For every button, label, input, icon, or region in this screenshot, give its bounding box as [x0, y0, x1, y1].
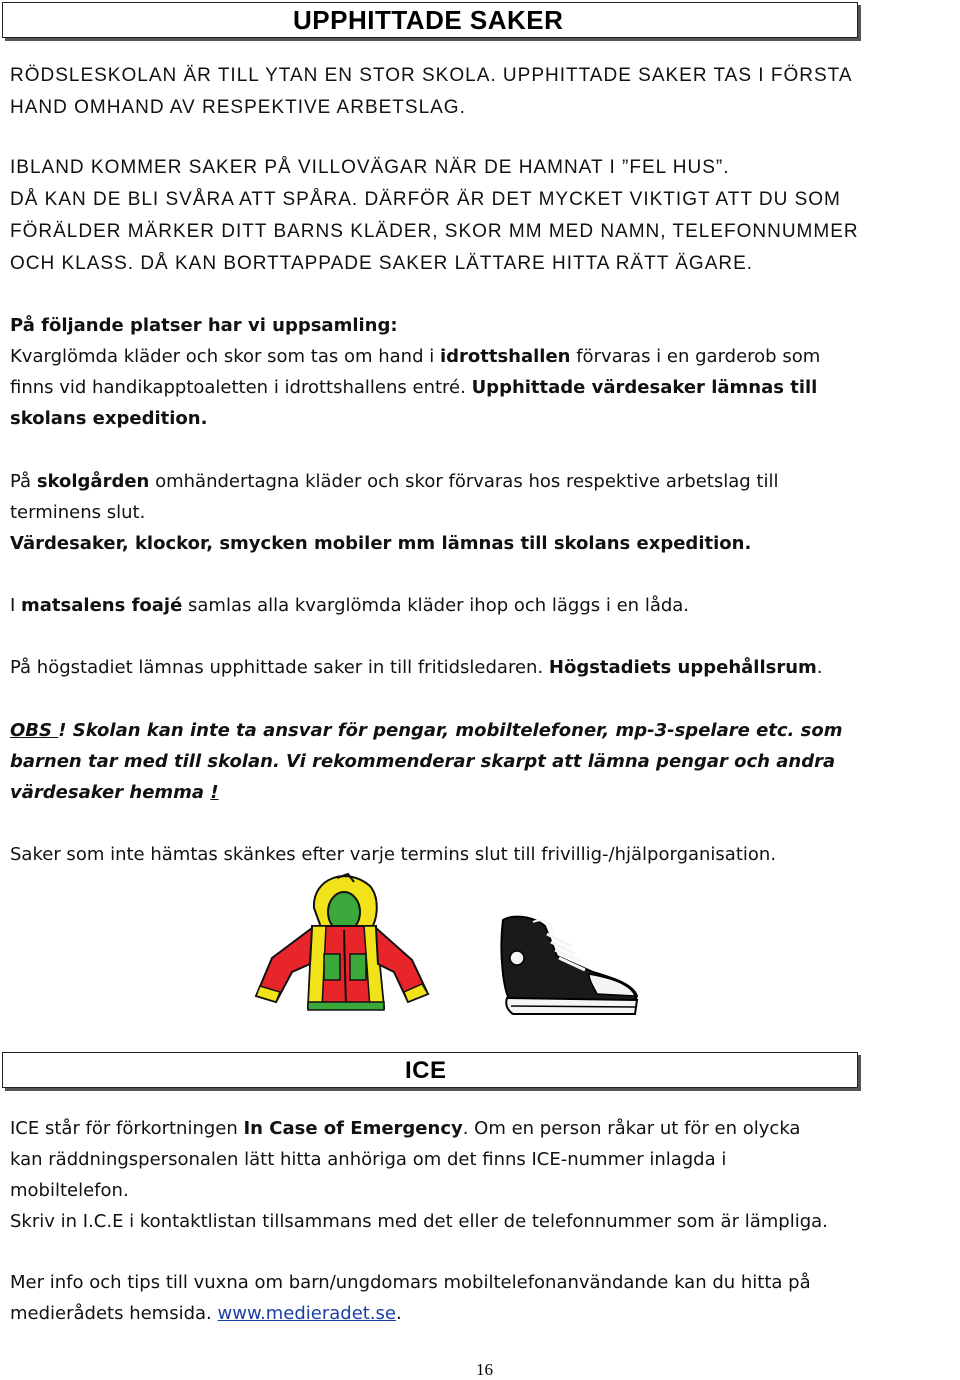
text-line: På högstadiet lämnas upphittade saker in till fritidsledaren. Högstadiets uppehållsrum.: [10, 657, 823, 678]
text-line: HAND OMHAND AV RESPEKTIVE ARBETSLAG.: [10, 97, 466, 118]
obs-paragraph: [10, 715, 950, 808]
text-line: terminens slut.: [10, 502, 146, 523]
page-number: 16: [476, 1360, 493, 1379]
ice-title: ICE: [405, 1057, 447, 1084]
text-line: OBS ! Skolan kan inte ta ansvar för pengar, mobiltelefoner, mp-3-spelare etc. som: [10, 720, 843, 741]
text-line: Mer info och tips till vuxna om barn/ungdomars mobiltelefonanvändande kan du hitta på: [10, 1272, 811, 1293]
text-line: skolans expedition.: [10, 408, 208, 429]
section-title-box: [2, 2, 858, 38]
schoolyard-paragraph: [10, 466, 950, 559]
text-line: OCH KLASS. DÅ KAN BORTTAPPADE SAKER LÄTTARE HITTA RÄTT ÄGARE.: [10, 253, 754, 274]
text-line: I matsalens foajé samlas alla kvarglömda kläder ihop och läggs i en låda.: [10, 595, 690, 616]
text-line: mobiltelefon.: [10, 1180, 129, 1201]
text-line: ICE står för förkortningen In Case of Emergency. Om en person råkar ut för en olycka: [10, 1118, 801, 1139]
text-line: RÖDSLESKOLAN ÄR TILL YTAN EN STOR SKOLA. UPPHITTADE SAKER TAS I FÖRSTA: [10, 65, 853, 86]
ice-info-paragraph: [10, 1267, 950, 1329]
sneaker-icon: [493, 912, 643, 1020]
cafeteria-paragraph: [10, 590, 950, 621]
ice-title-box: [2, 1052, 858, 1088]
highschool-paragraph: [10, 652, 950, 683]
text-line: barnen tar med till skolan. Vi rekommenderar skarpt att lämna pengar och andra: [10, 751, 836, 772]
jacket-icon: [252, 868, 432, 1028]
text-line: Skriv in I.C.E i kontaktlistan tillsammans med det eller de telefonnummer som är lämpliga.: [10, 1211, 828, 1232]
section-title: UPPHITTADE SAKER: [293, 5, 564, 35]
text-line: Värdesaker, klockor, smycken mobiler mm lämnas till skolans expedition.: [10, 533, 752, 554]
text-line: Saker som inte hämtas skänkes efter varje termins slut till frivillig-/hjälporganisation.: [10, 844, 777, 865]
collection-section: [10, 310, 950, 434]
marking-paragraph: [10, 152, 950, 280]
text-line: medierådets hemsida. www.medieradet.se.: [10, 1303, 402, 1324]
text-line: kan räddningspersonalen lätt hitta anhöriga om det finns ICE-nummer inlagda i: [10, 1149, 727, 1170]
text-line: finns vid handikapptoaletten i idrottshallens entré. Upphittade värdesaker lämnas till: [10, 377, 818, 398]
donation-paragraph: [10, 839, 950, 870]
text-line: värdesaker hemma !: [10, 782, 219, 803]
text-line: IBLAND KOMMER SAKER PÅ VILLOVÄGAR NÄR DE HAMNAT I ”FEL HUS”.: [10, 157, 730, 178]
medieradet-link[interactable]: www.medieradet.se: [217, 1303, 397, 1324]
collection-heading: På följande platser har vi uppsamling:: [10, 315, 398, 336]
intro-paragraph: [10, 60, 950, 124]
text-line: DÅ KAN DE BLI SVÅRA ATT SPÅRA. DÄRFÖR ÄR DET MYCKET VIKTIGT ATT DU SOM: [10, 189, 841, 210]
text-line: FÖRÄLDER MÄRKER DITT BARNS KLÄDER, SKOR MM MED NAMN, TELEFONNUMMER: [10, 221, 859, 242]
text-line: På skolgården omhändertagna kläder och skor förvaras hos respektive arbetslag till: [10, 471, 779, 492]
ice-paragraph: [10, 1113, 950, 1237]
text-line: Kvarglömda kläder och skor som tas om hand i idrottshallen förvaras i en garderob som: [10, 346, 821, 367]
